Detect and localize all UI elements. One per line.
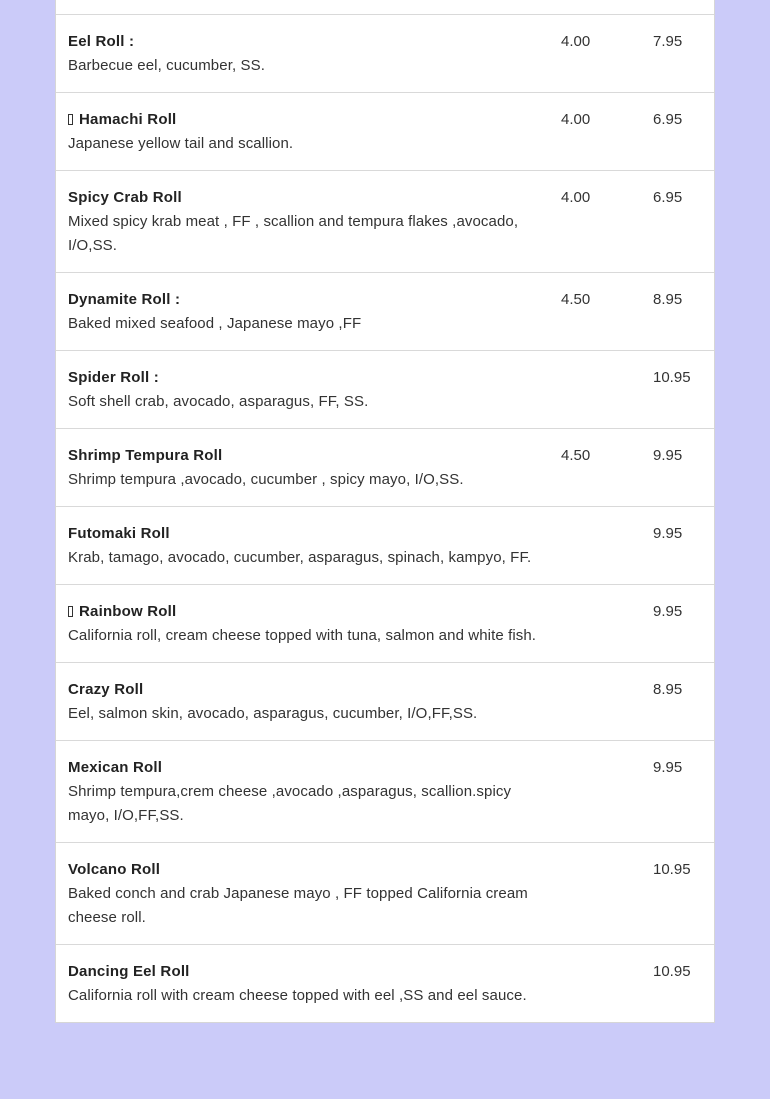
menu-item-row <box>56 93 714 171</box>
price-large: 9.95 <box>653 603 683 620</box>
item-description: Shrimp tempura,crem cheese ,avocado ,asparagus, scallion.spicy mayo, I/O,FF,SS. <box>68 783 512 824</box>
menu-rows <box>56 15 714 1022</box>
price-small: 4.50 <box>561 291 591 308</box>
item-info <box>68 522 538 570</box>
item-name-line <box>68 600 538 624</box>
item-name: Eel Roll : <box>68 33 135 50</box>
item-name: Spider Roll : <box>68 369 159 386</box>
price-small: 4.50 <box>561 447 591 464</box>
menu-item-row <box>56 663 714 741</box>
menu-item-row <box>56 171 714 273</box>
item-info <box>68 756 538 828</box>
item-description: Baked mixed seafood , Japanese mayo ,FF <box>68 315 362 332</box>
price-large: 10.95 <box>653 369 691 386</box>
price-large: 8.95 <box>653 681 683 698</box>
item-name-line <box>68 444 538 468</box>
item-name: Shrimp Tempura Roll <box>68 447 223 464</box>
price-large: 6.95 <box>653 189 683 206</box>
item-description: Krab, tamago, avocado, cucumber, asparagus, spinach, kampyo, FF. <box>68 549 532 566</box>
item-name: Crazy Roll <box>68 681 144 698</box>
item-name-line <box>68 108 538 132</box>
item-name-line <box>68 366 538 390</box>
item-info <box>68 108 538 156</box>
item-name-line <box>68 678 538 702</box>
item-name: Hamachi Roll <box>79 111 177 128</box>
item-name-line <box>68 288 538 312</box>
menu-item-row <box>56 507 714 585</box>
item-name: Mexican Roll <box>68 759 163 776</box>
price-large: 9.95 <box>653 759 683 776</box>
item-info <box>68 960 538 1008</box>
item-description: California roll with cream cheese topped with eel ,SS and eel sauce. <box>68 987 527 1004</box>
price-large: 7.95 <box>653 33 683 50</box>
item-info <box>68 366 538 414</box>
menu-row-cut-off <box>56 0 714 15</box>
item-description: Japanese yellow tail and scallion. <box>68 135 294 152</box>
price-small: 4.00 <box>561 189 591 206</box>
item-name-line <box>68 960 538 984</box>
price-large: 9.95 <box>653 447 683 464</box>
price-large: 8.95 <box>653 291 683 308</box>
menu-item-row <box>56 15 714 93</box>
item-name: Dancing Eel Roll <box>68 963 190 980</box>
price-large: 10.95 <box>653 861 691 878</box>
item-description: California roll, cream cheese topped with tuna, salmon and white fish. <box>68 627 537 644</box>
item-description: Baked conch and crab Japanese mayo , FF topped California cream cheese roll. <box>68 885 528 926</box>
price-large: 10.95 <box>653 963 691 980</box>
price-small: 4.00 <box>561 33 591 50</box>
item-name-line <box>68 756 538 780</box>
price-large: 9.95 <box>653 525 683 542</box>
price-large: 6.95 <box>653 111 683 128</box>
item-info <box>68 600 538 648</box>
special-marker-icon <box>68 606 73 617</box>
item-info <box>68 288 538 336</box>
item-info <box>68 186 538 258</box>
item-info <box>68 678 538 726</box>
item-name: Spicy Crab Roll <box>68 189 182 206</box>
menu-item-row <box>56 741 714 843</box>
menu-item-row <box>56 351 714 429</box>
item-description: Soft shell crab, avocado, asparagus, FF, SS. <box>68 393 369 410</box>
item-name: Rainbow Roll <box>79 603 177 620</box>
price-small: 4.00 <box>561 111 591 128</box>
item-description: Barbecue eel, cucumber, SS. <box>68 57 265 74</box>
item-name-line <box>68 30 538 54</box>
item-name-line <box>68 186 538 210</box>
item-description: Eel, salmon skin, avocado, asparagus, cucumber, I/O,FF,SS. <box>68 705 478 722</box>
menu-item-row <box>56 273 714 351</box>
item-name: Dynamite Roll : <box>68 291 181 308</box>
item-name: Volcano Roll <box>68 861 161 878</box>
menu-item-row <box>56 429 714 507</box>
item-name-line <box>68 522 538 546</box>
item-info <box>68 30 538 78</box>
menu-item-row <box>56 843 714 945</box>
item-name: Futomaki Roll <box>68 525 170 542</box>
item-description: Mixed spicy krab meat , FF , scallion and tempura flakes ,avocado, I/O,SS. <box>68 213 519 254</box>
menu-item-row <box>56 585 714 663</box>
item-info <box>68 444 538 492</box>
menu-item-row <box>56 945 714 1022</box>
item-description: Shrimp tempura ,avocado, cucumber , spicy mayo, I/O,SS. <box>68 471 464 488</box>
special-marker-icon <box>68 114 73 125</box>
item-info <box>68 858 538 930</box>
item-name-line <box>68 858 538 882</box>
menu-table <box>55 0 715 1023</box>
